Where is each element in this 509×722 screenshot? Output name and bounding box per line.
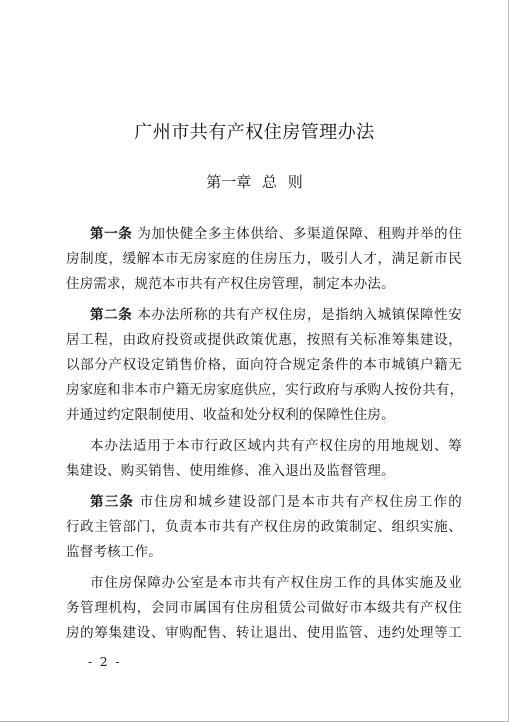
article-2-line-5: 并通过约定限制使用、收益和处分权利的保障性住房。 — [66, 407, 395, 423]
page-number: - 2 - — [88, 655, 122, 669]
article-2-label: 第二条 — [90, 307, 133, 323]
article-1-text: 为加快健全多主体供给、多渠道保障、租购并举的住 — [137, 226, 462, 242]
article-1-label: 第一条 — [90, 226, 133, 242]
article-3-para2-line-3: 房的筹集建设、审购配售、转让退出、使用监管、违约处理等工 — [66, 625, 462, 641]
article-2-para2-line-2: 集建设、购买销售、使用维修、准入退出及监督管理。 — [66, 463, 395, 479]
article-2-line-3: 以部分产权设定销售价格，面向符合规定条件的本市城镇户籍无 — [66, 357, 462, 373]
article-3-line-2: 行政主管部门，负责本市共有产权住房的政策制定、组织实施、 — [66, 519, 462, 535]
document-body — [66, 222, 464, 646]
article-2-line-2: 居工程，由政府投资或提供政策优惠，按照有关标准筹集建设， — [66, 332, 462, 348]
article-1-line-2: 房制度，缓解本市无房家庭的住房压力，吸引人才，满足新市民 — [66, 251, 462, 267]
article-3-text: 市住房和城乡建设部门是本市共有产权住房工作的 — [139, 494, 462, 510]
article-3-para2-line-1: 市住房保障办公室是本市共有产权住房工作的具体实施及业 — [90, 575, 462, 591]
article-3-label: 第三条 — [90, 494, 135, 510]
article-2-para2-line-1: 本办法适用于本市行政区域内共有产权住房的用地规划、筹 — [90, 438, 462, 454]
article-1-line-1 — [90, 222, 462, 247]
document-title: 广州市共有产权住房管理办法 — [134, 122, 375, 143]
article-2-text: 本办法所称的共有产权住房，是指纳入城镇保障性安 — [137, 307, 462, 323]
article-3-para2-line-2: 务管理机构，会同市属国有住房租赁公司做好市本级共有产权住 — [66, 600, 462, 616]
article-3-line-3: 监督考核工作。 — [66, 544, 162, 560]
article-2-line-4: 房家庭和非本市户籍无房家庭供应，实行政府与承购人按份共有， — [66, 382, 464, 398]
chapter-heading: 第一章 总 则 — [206, 173, 303, 191]
article-1-line-3: 住房需求，规范本市共有产权住房管理，制定本办法。 — [66, 276, 395, 292]
article-3-line-1 — [90, 490, 462, 515]
article-2-line-1 — [90, 303, 462, 328]
